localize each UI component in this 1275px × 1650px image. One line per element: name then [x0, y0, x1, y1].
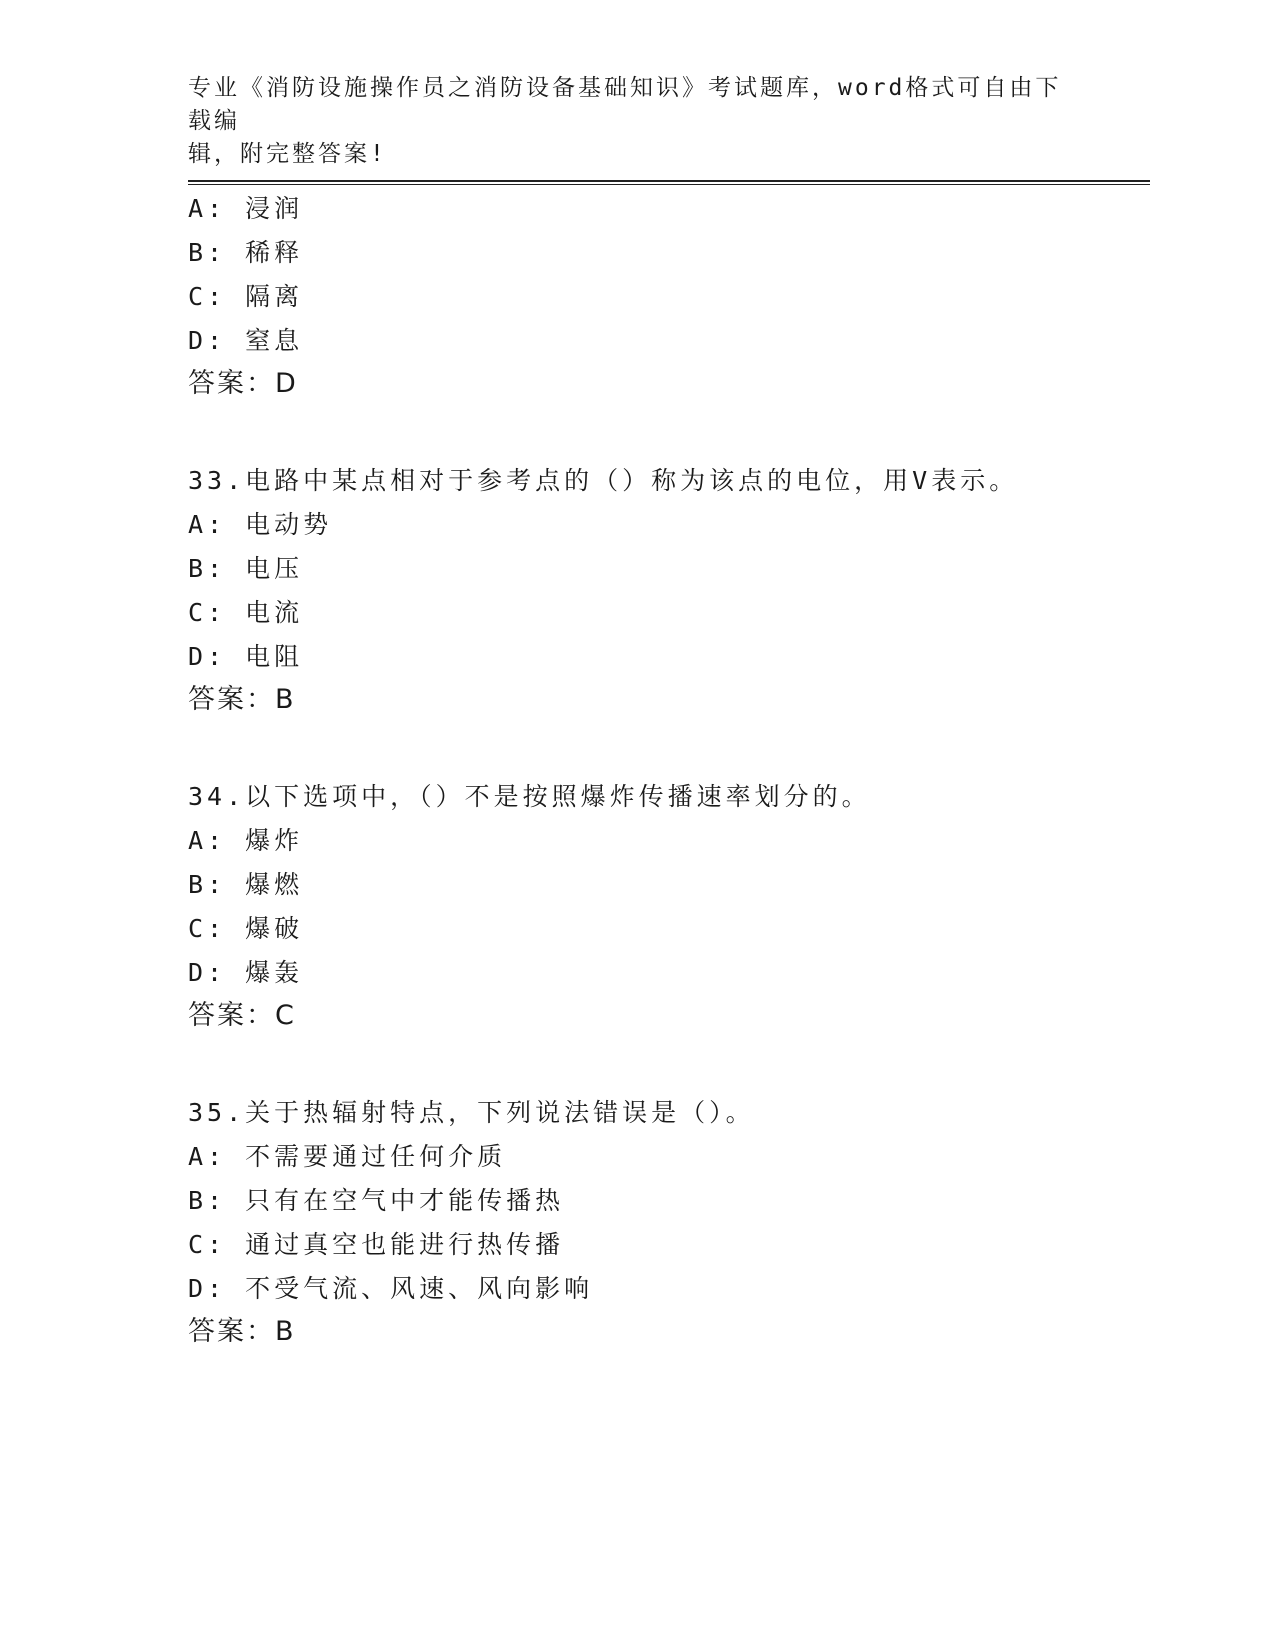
q35-question: 35.关于热辐射特点，下列说法错误是（）。	[188, 1098, 755, 1127]
q32-option-d: D: 窒息	[188, 326, 304, 355]
document-header	[188, 72, 1068, 171]
q34-option-d: D: 爆轰	[188, 958, 304, 987]
header-line-1: 专业《消防设施操作员之消防设备基础知识》考试题库，word格式可自由下载编	[188, 75, 1062, 134]
header-line-2: 辑，附完整答案!	[188, 141, 387, 167]
q34-option-a: A: 爆炸	[188, 826, 304, 855]
q34-answer: 答案：C	[188, 1000, 296, 1031]
q34-question: 34.以下选项中，（）不是按照爆炸传播速率划分的。	[188, 782, 871, 811]
q35-option-d: D: 不受气流、风速、风向影响	[188, 1274, 594, 1303]
q35-answer: 答案：B	[188, 1316, 296, 1347]
q35-option-c: C: 通过真空也能进行热传播	[188, 1230, 565, 1259]
q33-option-c: C: 电流	[188, 598, 304, 627]
q32-option-a: A: 浸润	[188, 194, 304, 223]
q32-option-c: C: 隔离	[188, 282, 304, 311]
q33-option-d: D: 电阻	[188, 642, 304, 671]
header-divider	[188, 180, 1150, 185]
q34-option-b: B: 爆燃	[188, 870, 304, 899]
q33-answer: 答案：B	[188, 684, 296, 715]
q35-option-a: A: 不需要通过任何介质	[188, 1142, 507, 1171]
q32-option-b: B: 稀释	[188, 238, 304, 267]
q33-question: 33.电路中某点相对于参考点的（）称为该点的电位，用V表示。	[188, 466, 1019, 495]
q34-option-c: C: 爆破	[188, 914, 304, 943]
q33-option-a: A: 电动势	[188, 510, 333, 539]
q33-option-b: B: 电压	[188, 554, 304, 583]
q32-answer: 答案：D	[188, 368, 298, 399]
q35-option-b: B: 只有在空气中才能传播热	[188, 1186, 565, 1215]
